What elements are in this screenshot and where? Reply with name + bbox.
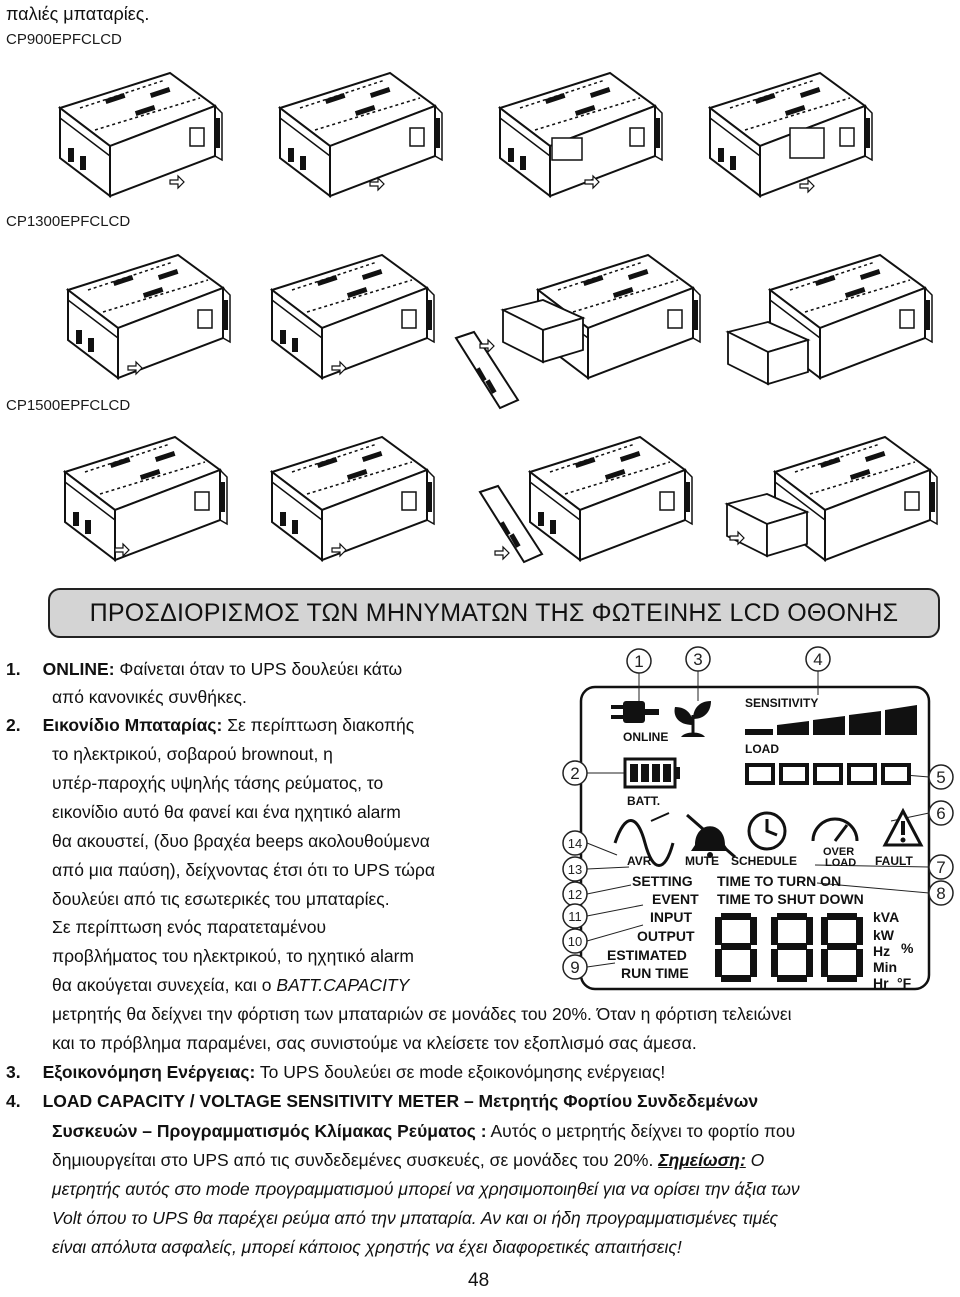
ups-illustration-cp1300-step1 bbox=[58, 250, 248, 390]
lcd-label-time-on: TIME TO TURN ON bbox=[717, 873, 842, 889]
ups-illustration-cp1300-step2 bbox=[262, 250, 452, 390]
lcd-label-output: OUTPUT bbox=[637, 928, 695, 944]
item-4-term: LOAD CAPACITY / VOLTAGE SENSITIVITY METER – Μετρητής Φορτίου Συνδεδεμένων bbox=[42, 1091, 759, 1111]
lcd-label-kw: kW bbox=[873, 927, 894, 943]
lcd-label-mute: MUTE bbox=[685, 854, 719, 868]
item-2-line-6: από μια παύση), δείχνοντας έτσι ότι το UPS τώρα bbox=[52, 860, 435, 880]
battery-icon bbox=[625, 759, 680, 787]
callout-14: 14 bbox=[567, 836, 583, 851]
callout-2: 2 bbox=[570, 764, 580, 783]
item-4-line-6: είναι απόλυτα ασφαλείς, μπορεί κάποιος χρηστής να έχει διαφορετικές απαιτήσεις! bbox=[52, 1237, 682, 1257]
ups-illustration-cp900-step2 bbox=[270, 68, 460, 198]
lcd-label-time-off: TIME TO SHUT DOWN bbox=[717, 891, 864, 907]
lcd-label-over: OVER bbox=[823, 846, 855, 858]
item-2-line-10: θα ακούγεται συνεχεία, και ο BATT.CAPACITY bbox=[52, 975, 410, 995]
lcd-label-hr: Hr bbox=[873, 975, 889, 991]
ups-illustration-cp1500-step4 bbox=[715, 432, 945, 582]
item-4-line-3: δημιουργείται στο UPS από τις συνδεδεμένες συσκευές, σε μονάδες του 20%. Σημείωση: Ο bbox=[52, 1150, 765, 1170]
callout-12: 12 bbox=[567, 887, 583, 902]
item-2-term: Εικονίδιο Μπαταρίας: bbox=[42, 715, 223, 735]
callout-1: 1 bbox=[634, 652, 644, 671]
item-2-line-1: 2. Εικονίδιο Μπαταρίας: Σε περίπτωση διακοπής bbox=[6, 715, 415, 735]
lcd-label-event: EVENT bbox=[652, 891, 699, 907]
item-1-line-2: από κανονικές συνθήκες. bbox=[52, 687, 247, 707]
callout-10: 10 bbox=[567, 934, 583, 949]
callout-6: 6 bbox=[936, 804, 946, 823]
ups-illustration-cp900-step3 bbox=[490, 68, 680, 198]
item-4-line-4: μετρητής αυτός στο mode προγραμματισμού μπορεί να χρησιμοποιηθεί για να ορίσει την άξια των bbox=[52, 1179, 800, 1199]
ups-illustration-cp900-step1 bbox=[50, 68, 240, 198]
ups-illustration-cp1300-step3 bbox=[448, 250, 708, 420]
lcd-label-over-load: LOAD bbox=[825, 857, 857, 869]
lcd-label-input: INPUT bbox=[650, 909, 692, 925]
lcd-label-degf: °F bbox=[897, 975, 912, 991]
lcd-label-batt: BATT. bbox=[627, 794, 661, 808]
item-2-line-9: προβλήματος του ηλεκτρικού, το ηχητικό alarm bbox=[52, 946, 414, 966]
lcd-label-setting: SETTING bbox=[632, 873, 693, 889]
lcd-label-estimated: ESTIMATED bbox=[607, 947, 687, 963]
model-label-cp1300: CP1300EPFCLCD bbox=[6, 213, 131, 230]
section-title: ΠΡΟΣΔΙΟΡΙΣΜΟΣ ΤΩΝ ΜΗΝΥΜΑΤΩΝ ΤΗΣ ΦΩΤΕΙΝΗΣ LCD ΟΘΟΝΗΣ bbox=[89, 598, 899, 627]
lcd-label-online: ONLINE bbox=[623, 730, 669, 744]
lcd-label-sensitivity: SENSITIVITY bbox=[745, 696, 819, 710]
lcd-label-load: LOAD bbox=[745, 742, 779, 756]
callout-9: 9 bbox=[570, 958, 580, 977]
lcd-label-pct: % bbox=[901, 940, 914, 956]
callout-5: 5 bbox=[936, 768, 946, 787]
lcd-label-min: Min bbox=[873, 959, 898, 975]
lcd-label-kva: kVA bbox=[873, 909, 900, 925]
item-2-line-5: θα ακουστεί, (δυο βραχέα beeps ακολουθούμενα bbox=[52, 831, 430, 851]
item-2-line-12: και το πρόβλημα παραμένει, σας συνιστούμε να κλείσετε τον εξοπλισμό σας άμεσα. bbox=[52, 1033, 697, 1053]
model-label-cp1500: CP1500EPFCLCD bbox=[6, 397, 131, 414]
ups-illustration-cp1500-step3 bbox=[470, 432, 710, 582]
item-2-line-7: δουλεύει από τις εσωτερικές του μπαταρίες. bbox=[52, 889, 390, 909]
item-4-line-1: 4. LOAD CAPACITY / VOLTAGE SENSITIVITY METER – Μετρητής Φορτίου Συνδεδεμένων bbox=[6, 1091, 759, 1111]
callout-8: 8 bbox=[936, 884, 946, 903]
lcd-display-diagram bbox=[555, 645, 955, 1005]
intro-text: παλιές μπαταρίες. bbox=[6, 4, 150, 24]
item-2-line-11: μετρητής θα δείχνει την φόρτιση των μπαταριών σε μονάδες του 20%. Όταν η φόρτιση τελειώνει bbox=[52, 1004, 792, 1024]
item-3-term: Εξοικονόμηση Ενέργειας: bbox=[42, 1062, 256, 1082]
item-1-term: ONLINE: bbox=[42, 659, 115, 679]
lcd-label-avr: AVR bbox=[627, 854, 652, 868]
lcd-label-hz: Hz bbox=[873, 943, 891, 959]
note-label: Σημείωση: bbox=[658, 1150, 746, 1170]
ups-illustration-cp1500-step2 bbox=[262, 432, 462, 572]
callout-4: 4 bbox=[813, 650, 823, 669]
page-number: 48 bbox=[468, 1270, 490, 1291]
item-2-line-3: υπέρ-παροχής υψηλής τάσης ρεύματος, το bbox=[52, 773, 384, 793]
ups-illustration-cp900-step4 bbox=[700, 68, 890, 198]
model-label-cp900: CP900EPFCLCD bbox=[6, 31, 122, 48]
item-4-line-2: Συσκευών – Προγραμματισμός Κλίμακας Ρεύματος : Αυτός ο μετρητής δείχνει το φορτίο που bbox=[52, 1121, 796, 1141]
item-3: 3. Εξοικονόμηση Ενέργειας: Το UPS δουλεύει σε mode εξοικονόμησης ενέργειας! bbox=[6, 1062, 666, 1082]
item-2-line-4: εικονίδιο αυτό θα φανεί και ένα ηχητικό alarm bbox=[52, 802, 401, 822]
ups-illustration-cp1500-step1 bbox=[55, 432, 255, 572]
item-2-line-2: το ηλεκτρικού, σοβαρού brownout, η bbox=[52, 744, 333, 764]
section-title-banner bbox=[48, 588, 940, 638]
lcd-label-fault: FAULT bbox=[875, 854, 913, 868]
callout-11: 11 bbox=[568, 909, 582, 924]
callout-13: 13 bbox=[567, 862, 583, 877]
item-4-line-5: Volt όπου το UPS θα παρέχει ρεύμα από την μπαταρία. Αν και οι ήδη προγραμματισμένες τιμές bbox=[52, 1208, 779, 1228]
lcd-label-run-time: RUN TIME bbox=[621, 965, 689, 981]
item-1-line-1: 1. ONLINE: Φαίνεται όταν το UPS δουλεύει κάτω bbox=[6, 659, 403, 679]
item-2-line-8: Σε περίπτωση ενός παρατεταμένου bbox=[52, 917, 327, 937]
callout-3: 3 bbox=[693, 650, 703, 669]
lcd-label-schedule: SCHEDULE bbox=[731, 854, 798, 868]
callout-7: 7 bbox=[936, 858, 946, 877]
ups-illustration-cp1300-step4 bbox=[720, 250, 950, 420]
